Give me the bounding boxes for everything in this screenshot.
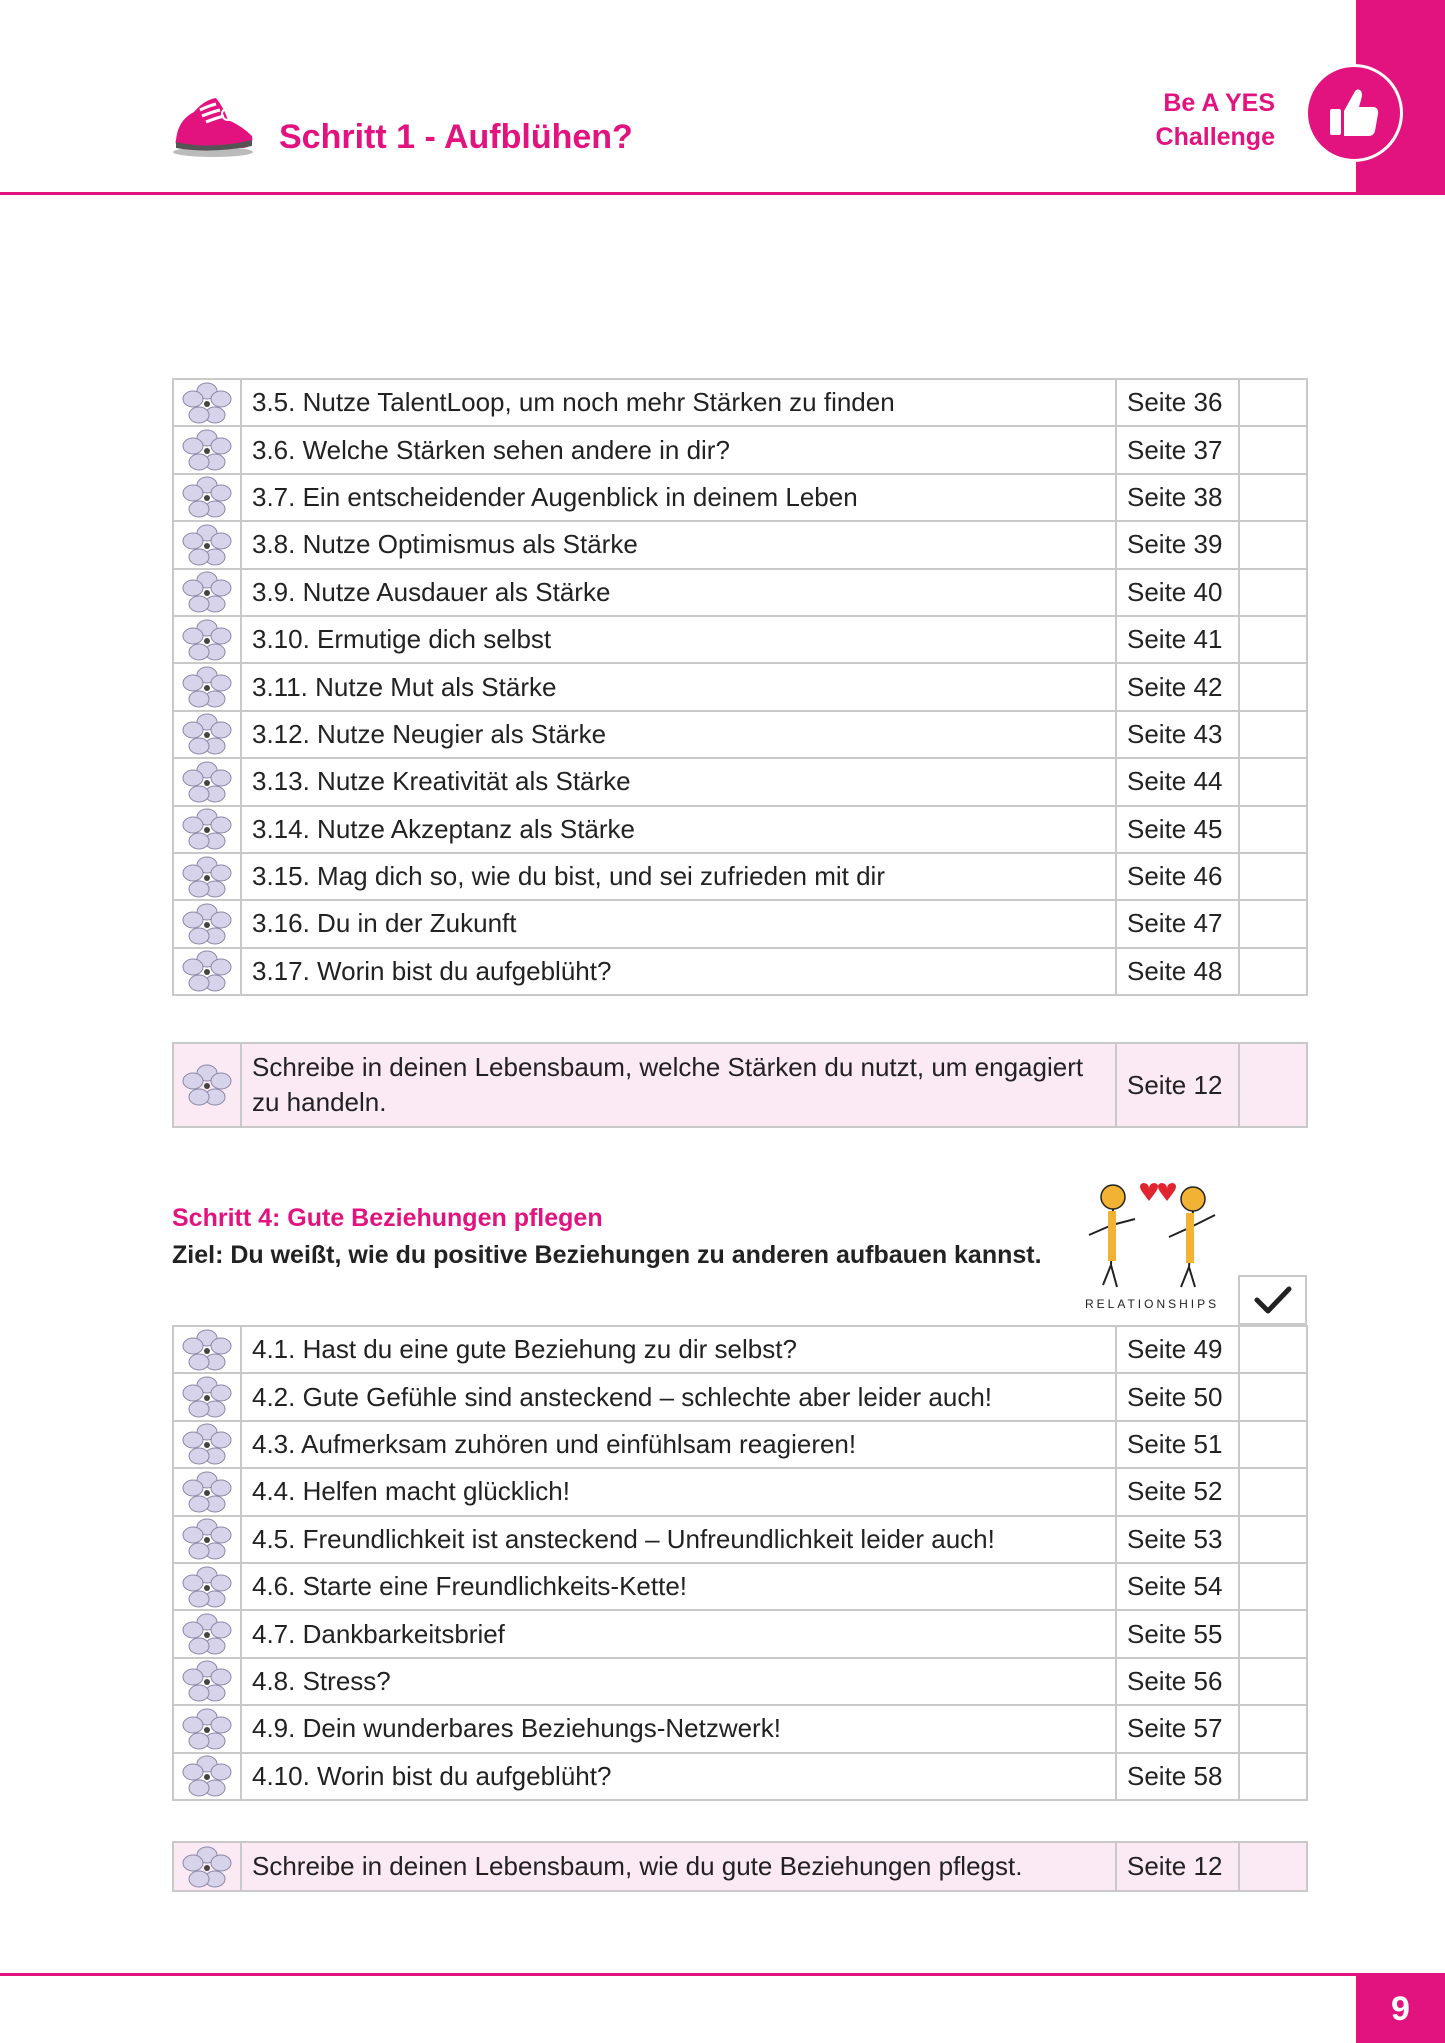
page-reference: Seite 51 (1116, 1421, 1239, 1468)
page-reference: Seite 55 (1116, 1610, 1239, 1657)
task-text: 3.9. Nutze Ausdauer als Stärke (241, 569, 1116, 616)
summary-row (173, 1043, 1307, 1127)
task-text: 4.1. Hast du eine gute Beziehung zu dir selbst? (241, 1326, 1116, 1373)
checkbox-cell[interactable] (1239, 663, 1307, 710)
task-text: 4.6. Starte eine Freundlichkeits-Kette! (241, 1563, 1116, 1610)
table-row (173, 474, 1307, 521)
flower-icon (181, 476, 233, 518)
flower-icon (181, 1064, 233, 1106)
flower-icon (181, 1708, 233, 1750)
icon-cell (173, 853, 241, 900)
table-row (173, 1516, 1307, 1563)
flower-icon (181, 761, 233, 803)
table-row (173, 758, 1307, 805)
task-text: 3.11. Nutze Mut als Stärke (241, 663, 1116, 710)
page-reference: Seite 48 (1116, 948, 1239, 995)
flower-icon (181, 571, 233, 613)
table-row (173, 1753, 1307, 1800)
checkbox-cell[interactable] (1239, 1516, 1307, 1563)
table-row (173, 1610, 1307, 1657)
page-title: Schritt 1 - Aufblühen? (279, 118, 633, 156)
icon-cell (173, 711, 241, 758)
flower-icon (181, 713, 233, 755)
checkbox-cell[interactable] (1239, 1421, 1307, 1468)
checkbox-cell[interactable] (1239, 1373, 1307, 1420)
table-row (173, 1658, 1307, 1705)
task-text: 3.15. Mag dich so, wie du bist, und sei zufrieden mit dir (241, 853, 1116, 900)
task-text: 3.7. Ein entscheidender Augenblick in deinem Leben (241, 474, 1116, 521)
flower-icon (181, 808, 233, 850)
flower-icon (181, 666, 233, 708)
footer-divider (0, 1973, 1445, 1976)
task-text: Schreibe in deinen Lebensbaum, wie du gute Beziehungen pflegst. (241, 1842, 1116, 1891)
icon-cell (173, 1043, 241, 1127)
table-row (173, 806, 1307, 853)
checkbox-cell[interactable] (1239, 1842, 1307, 1891)
page-reference: Seite 45 (1116, 806, 1239, 853)
page-reference: Seite 37 (1116, 426, 1239, 473)
table-row (173, 711, 1307, 758)
table-row (173, 853, 1307, 900)
icon-cell (173, 663, 241, 710)
page-reference: Seite 12 (1116, 1043, 1239, 1127)
table-row (173, 379, 1307, 426)
flower-icon (181, 950, 233, 992)
checkbox-cell[interactable] (1239, 711, 1307, 758)
page-reference: Seite 44 (1116, 758, 1239, 805)
page-reference: Seite 49 (1116, 1326, 1239, 1373)
page-reference: Seite 52 (1116, 1468, 1239, 1515)
checkmark-icon (1253, 1284, 1293, 1316)
step3-summary-table (172, 1042, 1308, 1128)
flower-icon (181, 1566, 233, 1608)
challenge-line-2: Challenge (1155, 123, 1275, 151)
icon-cell (173, 758, 241, 805)
challenge-line-1: Be A YES (1163, 89, 1275, 117)
flower-icon (181, 1471, 233, 1513)
icon-cell (173, 1610, 241, 1657)
page-reference: Seite 43 (1116, 711, 1239, 758)
task-text: 4.5. Freundlichkeit ist ansteckend – Unfreundlichkeit leider auch! (241, 1516, 1116, 1563)
checkbox-cell[interactable] (1239, 379, 1307, 426)
challenge-label (1156, 86, 1275, 154)
flower-icon (181, 1376, 233, 1418)
checkbox-cell[interactable] (1239, 948, 1307, 995)
icon-cell (173, 900, 241, 947)
checkbox-cell[interactable] (1239, 1658, 1307, 1705)
checkbox-cell[interactable] (1239, 1610, 1307, 1657)
icon-cell (173, 1326, 241, 1373)
flower-icon (181, 1329, 233, 1371)
checkmark-header-cell (1238, 1275, 1307, 1325)
page-reference: Seite 42 (1116, 663, 1239, 710)
icon-cell (173, 1705, 241, 1752)
table-row (173, 1563, 1307, 1610)
relationships-label: RELATIONSHIPS (1085, 1297, 1220, 1311)
task-text: 4.3. Aufmerksam zuhören und einfühlsam reagieren! (241, 1421, 1116, 1468)
table-row (173, 663, 1307, 710)
task-text: 4.9. Dein wunderbares Beziehungs-Netzwerk! (241, 1705, 1116, 1752)
task-text: 3.12. Nutze Neugier als Stärke (241, 711, 1116, 758)
page-reference: Seite 40 (1116, 569, 1239, 616)
checkbox-cell[interactable] (1239, 1563, 1307, 1610)
step4-heading: Schritt 4: Gute Beziehungen pflegen (172, 1204, 603, 1232)
page-reference: Seite 57 (1116, 1705, 1239, 1752)
table-row (173, 616, 1307, 663)
table-row (173, 521, 1307, 568)
task-text: 3.5. Nutze TalentLoop, um noch mehr Stärken zu finden (241, 379, 1116, 426)
page-reference: Seite 41 (1116, 616, 1239, 663)
page-reference: Seite 36 (1116, 379, 1239, 426)
table-row (173, 426, 1307, 473)
task-text: 3.13. Nutze Kreativität als Stärke (241, 758, 1116, 805)
flower-icon (181, 1755, 233, 1797)
checkbox-cell[interactable] (1239, 569, 1307, 616)
task-text: 4.8. Stress? (241, 1658, 1116, 1705)
page-reference: Seite 54 (1116, 1563, 1239, 1610)
icon-cell (173, 616, 241, 663)
icon-cell (173, 1373, 241, 1420)
flower-icon (181, 1660, 233, 1702)
header-divider (0, 192, 1445, 195)
checkbox-cell[interactable] (1239, 853, 1307, 900)
icon-cell (173, 1842, 241, 1891)
thumbs-up-icon (1326, 85, 1382, 141)
thumbs-up-badge (1305, 64, 1403, 162)
checkbox-cell[interactable] (1239, 1043, 1307, 1127)
checkbox-cell[interactable] (1239, 758, 1307, 805)
shoe-icon (170, 90, 256, 160)
table-row (173, 1373, 1307, 1420)
step3-table (172, 378, 1308, 996)
flower-icon (181, 1613, 233, 1655)
flower-icon (181, 856, 233, 898)
table-row (173, 1705, 1307, 1752)
table-row (173, 1421, 1307, 1468)
checkbox-cell[interactable] (1239, 900, 1307, 947)
icon-cell (173, 569, 241, 616)
flower-icon (181, 382, 233, 424)
flower-icon (181, 1518, 233, 1560)
flower-icon (181, 429, 233, 471)
page-reference: Seite 12 (1116, 1842, 1239, 1891)
relationships-illustration (1065, 1175, 1245, 1310)
task-text: 3.16. Du in der Zukunft (241, 900, 1116, 947)
page-reference: Seite 56 (1116, 1658, 1239, 1705)
task-text: 3.6. Welche Stärken sehen andere in dir? (241, 426, 1116, 473)
page-reference: Seite 38 (1116, 474, 1239, 521)
icon-cell (173, 1516, 241, 1563)
step4-goal: Ziel: Du weißt, wie du positive Beziehungen zu anderen aufbauen kannst. (172, 1241, 1042, 1269)
icon-cell (173, 426, 241, 473)
table-row (173, 948, 1307, 995)
checkbox-cell[interactable] (1239, 521, 1307, 568)
icon-cell (173, 948, 241, 995)
page-reference: Seite 47 (1116, 900, 1239, 947)
page-reference: Seite 58 (1116, 1753, 1239, 1800)
icon-cell (173, 379, 241, 426)
icon-cell (173, 1468, 241, 1515)
icon-cell (173, 1753, 241, 1800)
icon-cell (173, 1658, 241, 1705)
page-reference: Seite 39 (1116, 521, 1239, 568)
icon-cell (173, 521, 241, 568)
step4-summary-table (172, 1841, 1308, 1892)
flower-icon (181, 524, 233, 566)
page-reference: Seite 53 (1116, 1516, 1239, 1563)
checkbox-cell[interactable] (1239, 616, 1307, 663)
task-text: 4.7. Dankbarkeitsbrief (241, 1610, 1116, 1657)
task-text: Schreibe in deinen Lebensbaum, welche Stärken du nutzt, um engagiert zu handeln. (241, 1043, 1116, 1127)
icon-cell (173, 806, 241, 853)
task-text: 4.4. Helfen macht glücklich! (241, 1468, 1116, 1515)
task-text: 4.2. Gute Gefühle sind ansteckend – schlechte aber leider auch! (241, 1373, 1116, 1420)
summary-row (173, 1842, 1307, 1891)
page-reference: Seite 50 (1116, 1373, 1239, 1420)
icon-cell (173, 1421, 241, 1468)
flower-icon (181, 619, 233, 661)
task-text: 3.10. Ermutige dich selbst (241, 616, 1116, 663)
checkbox-cell[interactable] (1239, 1753, 1307, 1800)
table-row (173, 569, 1307, 616)
checkbox-cell[interactable] (1239, 1468, 1307, 1515)
checkbox-cell[interactable] (1239, 1705, 1307, 1752)
checkbox-cell[interactable] (1239, 1326, 1307, 1373)
table-row (173, 900, 1307, 947)
page-reference: Seite 46 (1116, 853, 1239, 900)
page-number: 9 (1356, 1976, 1445, 2043)
icon-cell (173, 474, 241, 521)
checkbox-cell[interactable] (1239, 806, 1307, 853)
task-text: 3.14. Nutze Akzeptanz als Stärke (241, 806, 1116, 853)
task-text: 3.8. Nutze Optimismus als Stärke (241, 521, 1116, 568)
flower-icon (181, 903, 233, 945)
checkbox-cell[interactable] (1239, 426, 1307, 473)
table-row (173, 1326, 1307, 1373)
checkbox-cell[interactable] (1239, 474, 1307, 521)
task-text: 4.10. Worin bist du aufgeblüht? (241, 1753, 1116, 1800)
table-row (173, 1468, 1307, 1515)
step4-table (172, 1325, 1308, 1801)
flower-icon (181, 1846, 233, 1888)
flower-icon (181, 1423, 233, 1465)
task-text: 3.17. Worin bist du aufgeblüht? (241, 948, 1116, 995)
icon-cell (173, 1563, 241, 1610)
